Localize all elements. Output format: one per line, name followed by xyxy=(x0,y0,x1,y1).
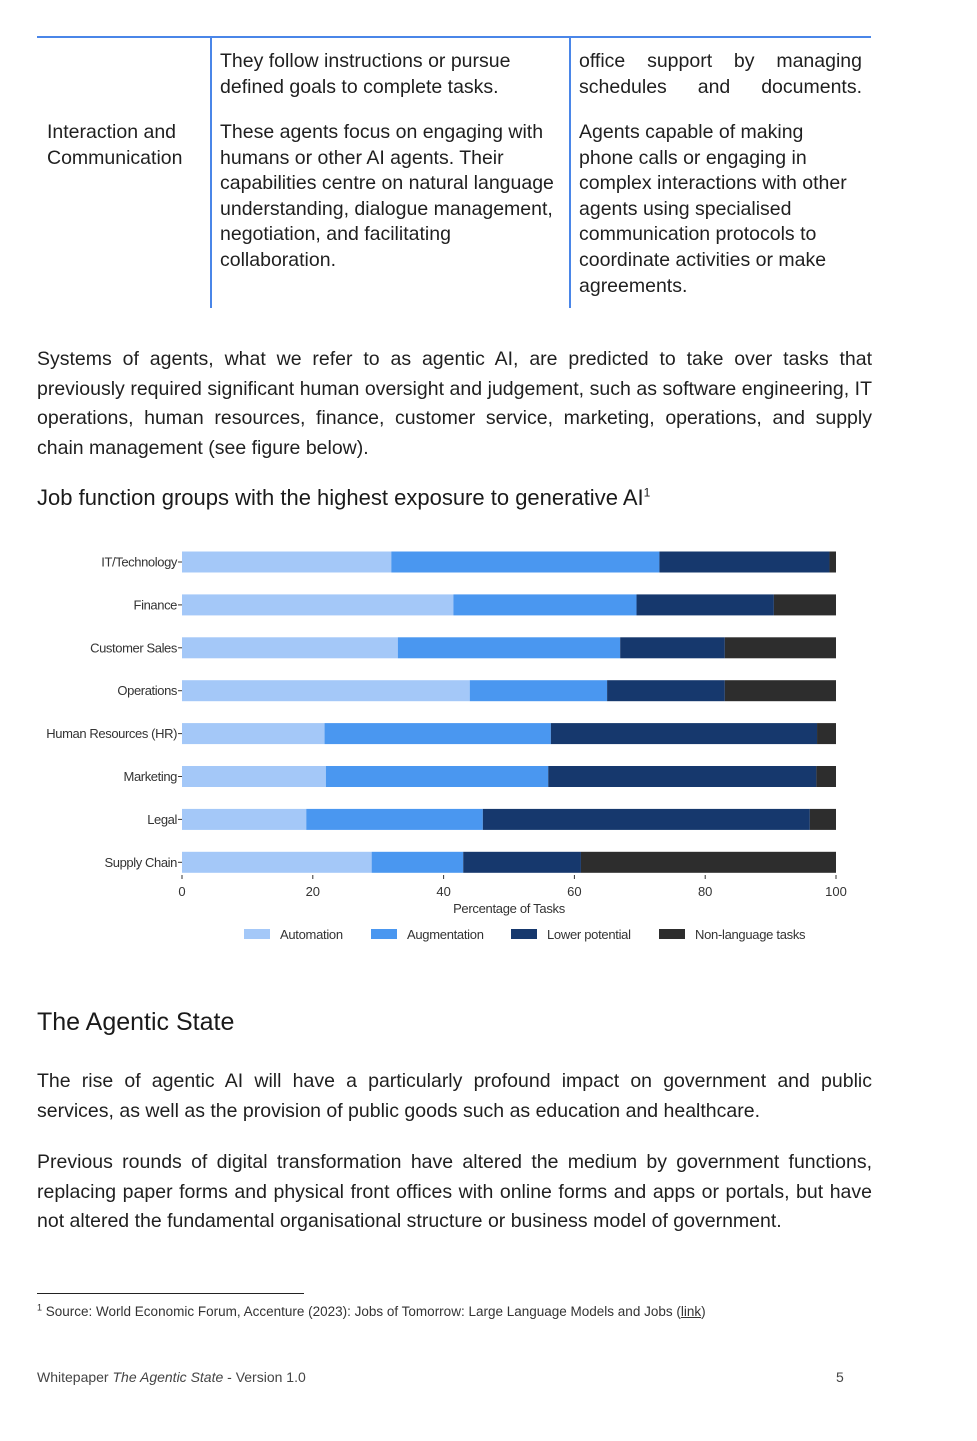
footer-doc-title: The Agentic State xyxy=(112,1369,224,1385)
legend-label: Augmentation xyxy=(407,927,484,942)
bar-segment xyxy=(463,852,581,873)
y-tick-label: Supply Chain xyxy=(104,854,177,870)
bar-segment xyxy=(326,766,548,787)
x-tick-label: 60 xyxy=(567,884,582,899)
y-tick-label: Customer Sales xyxy=(90,640,177,656)
bar-segment xyxy=(548,766,816,787)
legend-label: Non-language tasks xyxy=(695,927,806,942)
bar-segment xyxy=(325,723,551,744)
footnote-number: 1 xyxy=(37,1302,43,1313)
bar-segment xyxy=(306,809,483,830)
bar-segment xyxy=(391,552,659,573)
legend-swatch xyxy=(371,929,397,939)
footnote-text: Source: World Economic Forum, Accenture (2023): Jobs of Tomorrow: Large Language Models and Jobs ( xyxy=(42,1304,681,1319)
x-axis-label: Percentage of Tasks xyxy=(453,901,565,916)
bar-segment xyxy=(372,852,464,873)
x-tick-label: 80 xyxy=(697,884,713,899)
page-number: 5 xyxy=(836,1369,844,1385)
figure-title xyxy=(37,485,650,511)
bar-segment xyxy=(182,680,470,701)
table-cell: These agents focus on engaging with humans or other AI agents. Their capabilities centre on natural language understanding, dialogue management, negotiation, and facilitating collaboration. xyxy=(220,121,554,271)
y-tick-label: Legal xyxy=(147,811,177,827)
legend-swatch xyxy=(244,929,270,939)
bar-segment xyxy=(182,809,306,830)
bar-segment xyxy=(470,680,607,701)
table-column-divider xyxy=(569,36,571,308)
bar-segment xyxy=(182,766,326,787)
table-cell: They follow instructions or pursue defined goals to complete tasks. xyxy=(220,50,511,98)
bar-segment xyxy=(659,552,829,573)
capabilities-table xyxy=(37,36,871,308)
bar-segment xyxy=(637,594,774,615)
footnote-rule xyxy=(37,1293,304,1294)
body-paragraph: The rise of agentic AI will have a particularly profound impact on government and public services, as well as the provision of public goods such as education and healthcare. xyxy=(37,1070,872,1122)
footer-prefix: Whitepaper xyxy=(37,1369,113,1385)
y-tick-label: IT/Technology xyxy=(101,554,177,570)
bar-segment xyxy=(483,809,810,830)
bar-segment xyxy=(774,594,836,615)
footnote-ref[interactable]: 1 xyxy=(643,485,651,500)
y-tick-label: Operations xyxy=(117,683,177,699)
y-tick-label: Marketing xyxy=(123,769,177,784)
x-tick-label: 0 xyxy=(178,884,186,899)
footer-suffix: - Version 1.0 xyxy=(223,1369,306,1385)
bar-segment xyxy=(453,594,636,615)
bar-segment xyxy=(817,723,836,744)
legend-label: Lower potential xyxy=(547,927,631,942)
table-row-header: Interaction and Communication xyxy=(47,121,183,169)
body-paragraph: Previous rounds of digital transformation have altered the medium by government functions, replacing paper forms and physical front offices with online forms and apps or portals, but have not altered the fundamental organisational structure or business model of government. xyxy=(37,1151,872,1232)
table-cell: Agents capable of making phone calls or engaging in complex interactions with other agents using specialised communication protocols to coordinate activities or make agreements. xyxy=(579,121,847,297)
bar-segment xyxy=(182,637,398,658)
bar-segment xyxy=(810,809,836,830)
bar-segment xyxy=(829,552,836,573)
figure-title-text: Job function groups with the highest exposure to generative AI xyxy=(37,485,644,510)
bar-segment xyxy=(816,766,836,787)
section-heading: The Agentic State xyxy=(37,1008,235,1036)
bar-segment xyxy=(620,637,725,658)
bar-segment xyxy=(182,552,391,573)
bar-segment xyxy=(182,723,325,744)
table-cell: office support by managing schedules and documents. xyxy=(579,50,862,98)
bar-segment xyxy=(182,852,372,873)
footnote-tail: ) xyxy=(701,1304,706,1319)
body-paragraph: Systems of agents, what we refer to as agentic AI, are predicted to take over tasks that previously required significant human oversight and judgement, such as software engineering, IT operations, human resources, finance, customer service, marketing, operations, and supply chain management (see figure below). xyxy=(37,348,872,459)
table-top-rule xyxy=(37,36,871,38)
legend-swatch xyxy=(511,929,537,939)
bar-segment xyxy=(607,680,725,701)
y-tick-label: Finance xyxy=(133,597,177,613)
legend-label: Automation xyxy=(280,927,343,942)
x-tick-label: 100 xyxy=(825,884,847,899)
page-footer xyxy=(37,1369,306,1385)
legend-swatch xyxy=(659,929,685,939)
bar-segment xyxy=(725,680,836,701)
bar-segment xyxy=(398,637,620,658)
x-tick-label: 40 xyxy=(436,884,451,899)
bar-segment xyxy=(182,594,453,615)
bar-segment xyxy=(551,723,817,744)
bar-segment xyxy=(725,637,836,658)
stacked-bar-chart xyxy=(0,540,977,960)
table-column-divider xyxy=(210,36,212,308)
footnote-link[interactable]: link xyxy=(680,1304,702,1319)
x-tick-label: 20 xyxy=(305,884,321,899)
bar-segment xyxy=(581,852,836,873)
footnote xyxy=(37,1304,706,1319)
y-tick-label: Human Resources (HR) xyxy=(46,726,177,742)
